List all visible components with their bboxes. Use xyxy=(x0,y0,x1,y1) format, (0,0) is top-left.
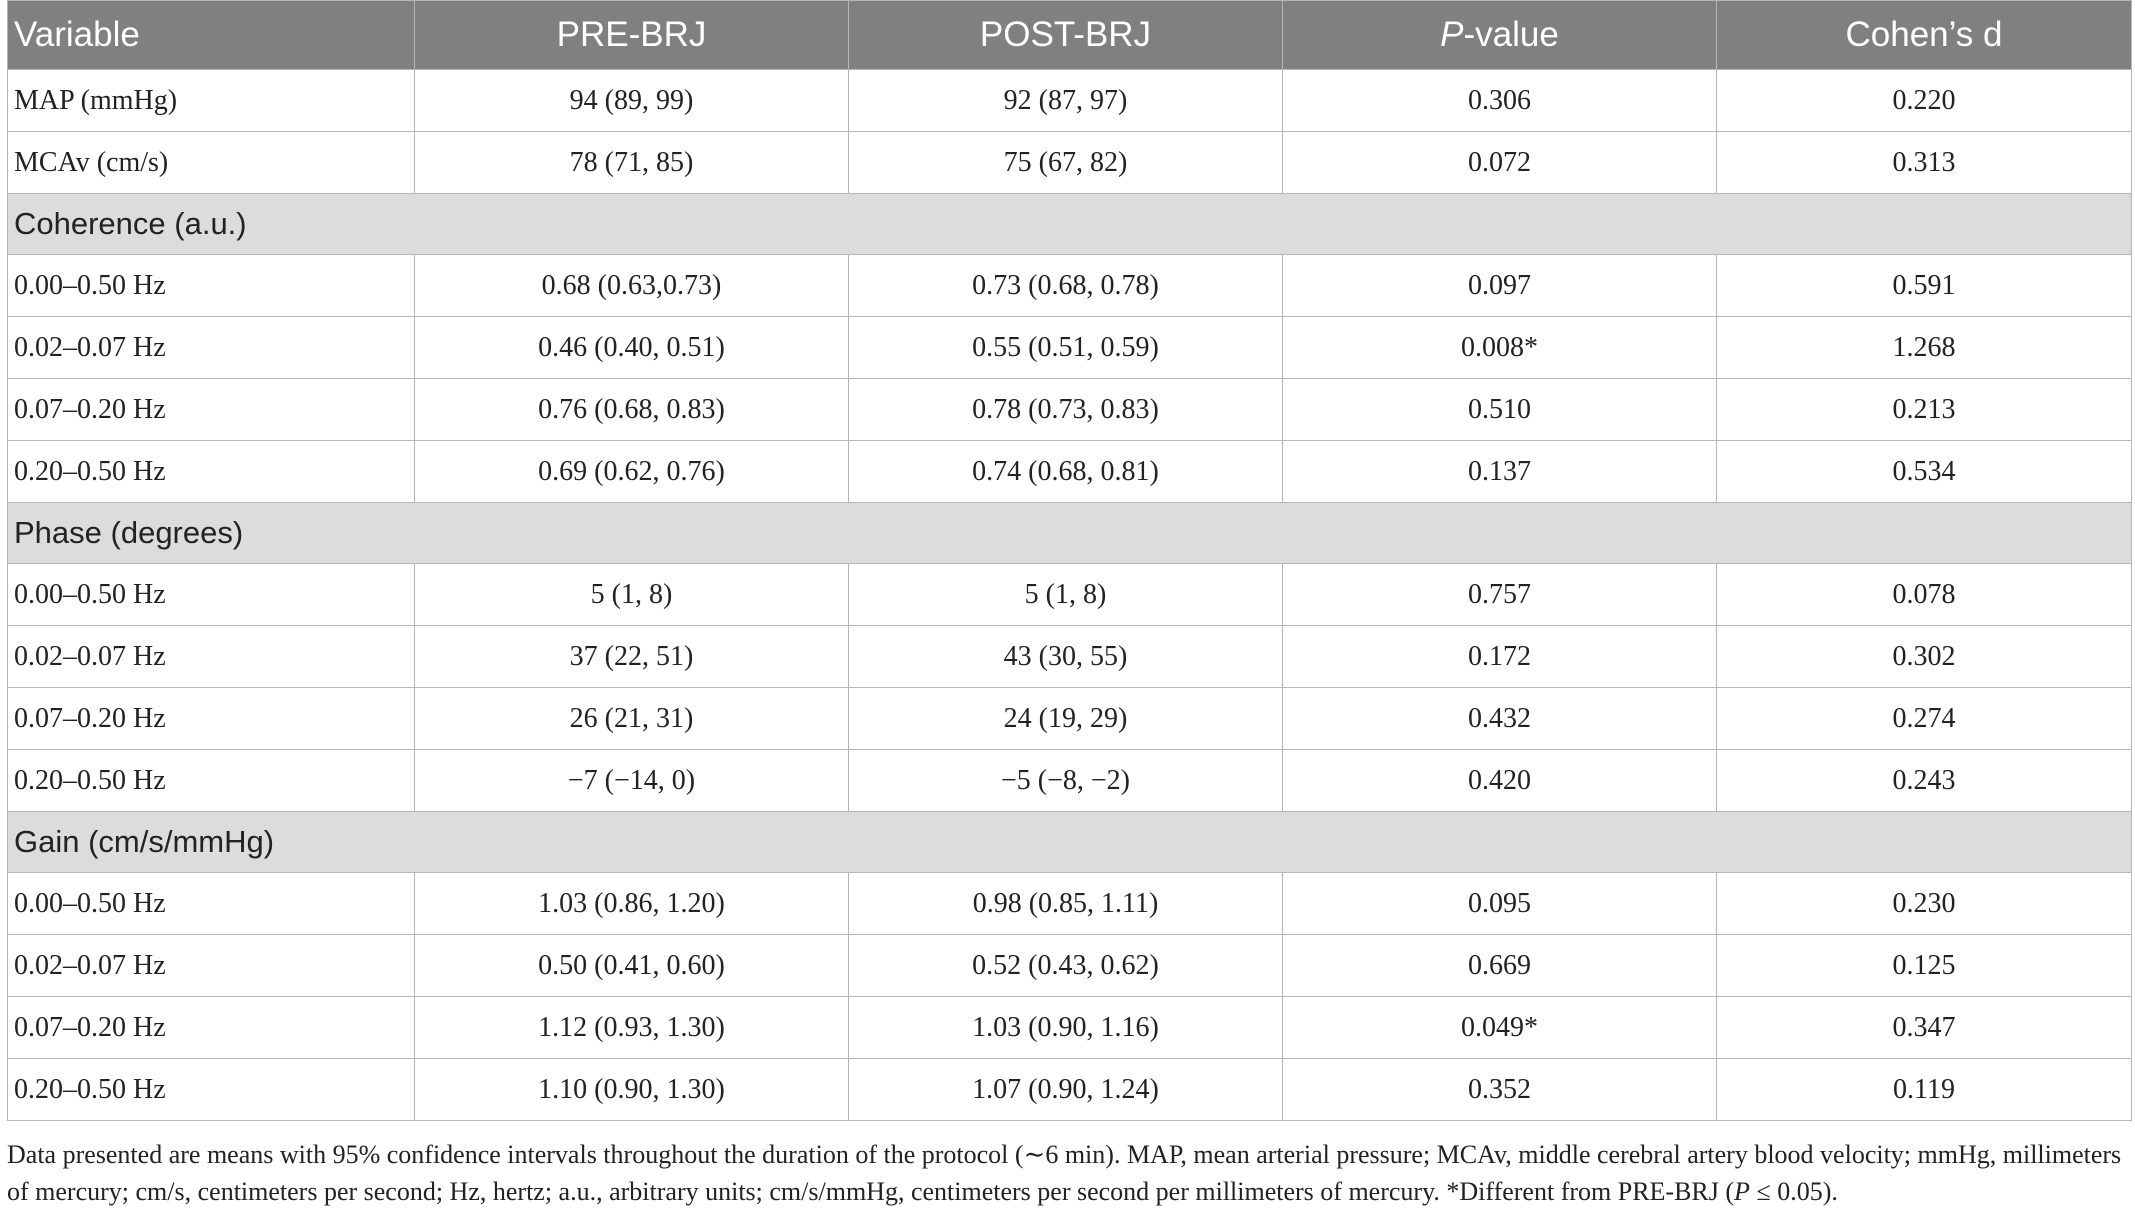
row-label: 0.02–0.07 Hz xyxy=(8,935,415,997)
p-value: 0.420 xyxy=(1283,750,1717,812)
pre-value: −7 (−14, 0) xyxy=(415,750,849,812)
cohens-d-value: 0.125 xyxy=(1717,935,2132,997)
table-row xyxy=(8,626,2132,688)
table-row xyxy=(8,997,2132,1059)
table-row xyxy=(8,873,2132,935)
header-p-rest: -value xyxy=(1463,15,1559,54)
row-label: 0.02–0.07 Hz xyxy=(8,626,415,688)
results-table-container xyxy=(7,0,2131,1121)
p-value: 0.095 xyxy=(1283,873,1717,935)
p-value: 0.757 xyxy=(1283,564,1717,626)
table-row xyxy=(8,750,2132,812)
post-value: 0.98 (0.85, 1.11) xyxy=(849,873,1283,935)
cohens-d-value: 0.230 xyxy=(1717,873,2132,935)
section-title: Phase (degrees) xyxy=(8,503,2132,564)
post-value: 1.07 (0.90, 1.24) xyxy=(849,1059,1283,1121)
cohens-d-value: 0.302 xyxy=(1717,626,2132,688)
row-label: 0.00–0.50 Hz xyxy=(8,564,415,626)
cohens-d-value: 0.274 xyxy=(1717,688,2132,750)
cohens-d-value: 0.078 xyxy=(1717,564,2132,626)
table-row xyxy=(8,1059,2132,1121)
post-value: 43 (30, 55) xyxy=(849,626,1283,688)
cohens-d-value: 0.213 xyxy=(1717,379,2132,441)
pre-value: 0.69 (0.62, 0.76) xyxy=(415,441,849,503)
cohens-d-value: 1.268 xyxy=(1717,317,2132,379)
pre-value: 37 (22, 51) xyxy=(415,626,849,688)
table-row xyxy=(8,255,2132,317)
table-row xyxy=(8,935,2132,997)
row-label: 0.20–0.50 Hz xyxy=(8,1059,415,1121)
header-pre-brj: PRE-BRJ xyxy=(415,1,849,70)
p-value: 0.352 xyxy=(1283,1059,1717,1121)
p-value: 0.510 xyxy=(1283,379,1717,441)
table-body xyxy=(8,70,2132,1121)
p-value: 0.137 xyxy=(1283,441,1717,503)
pre-value: 0.76 (0.68, 0.83) xyxy=(415,379,849,441)
footnote-end: ≤ 0.05). xyxy=(1749,1177,1838,1206)
p-value: 0.432 xyxy=(1283,688,1717,750)
p-value: 0.097 xyxy=(1283,255,1717,317)
pre-value: 1.10 (0.90, 1.30) xyxy=(415,1059,849,1121)
cohens-d-value: 0.347 xyxy=(1717,997,2132,1059)
post-value: 75 (67, 82) xyxy=(849,132,1283,194)
cohens-d-value: 0.534 xyxy=(1717,441,2132,503)
results-table xyxy=(7,0,2132,1121)
row-label: 0.00–0.50 Hz xyxy=(8,873,415,935)
header-p-value xyxy=(1283,1,1717,70)
table-footnote xyxy=(7,1136,2131,1210)
table-row xyxy=(8,564,2132,626)
p-value: 0.172 xyxy=(1283,626,1717,688)
pre-value: 78 (71, 85) xyxy=(415,132,849,194)
table-row xyxy=(8,317,2132,379)
table-row xyxy=(8,132,2132,194)
row-label: 0.07–0.20 Hz xyxy=(8,997,415,1059)
p-value: 0.049* xyxy=(1283,997,1717,1059)
post-value: 0.74 (0.68, 0.81) xyxy=(849,441,1283,503)
post-value: 5 (1, 8) xyxy=(849,564,1283,626)
post-value: 0.52 (0.43, 0.62) xyxy=(849,935,1283,997)
post-value: 92 (87, 97) xyxy=(849,70,1283,132)
table-row xyxy=(8,688,2132,750)
cohens-d-value: 0.243 xyxy=(1717,750,2132,812)
header-p-letter: P xyxy=(1440,15,1464,54)
table-row xyxy=(8,379,2132,441)
pre-value: 5 (1, 8) xyxy=(415,564,849,626)
post-value: 0.78 (0.73, 0.83) xyxy=(849,379,1283,441)
cohens-d-value: 0.313 xyxy=(1717,132,2132,194)
p-value: 0.669 xyxy=(1283,935,1717,997)
post-value: 0.73 (0.68, 0.78) xyxy=(849,255,1283,317)
pre-value: 1.03 (0.86, 1.20) xyxy=(415,873,849,935)
section-header-phase xyxy=(8,503,2132,564)
section-title: Coherence (a.u.) xyxy=(8,194,2132,255)
footnote-p-letter: P xyxy=(1734,1177,1750,1206)
post-value: −5 (−8, −2) xyxy=(849,750,1283,812)
section-title: Gain (cm/s/mmHg) xyxy=(8,812,2132,873)
p-value: 0.306 xyxy=(1283,70,1717,132)
cohens-d-value: 0.119 xyxy=(1717,1059,2132,1121)
section-header-gain xyxy=(8,812,2132,873)
table-header xyxy=(8,1,2132,70)
header-cohens-d: Cohen’s d xyxy=(1717,1,2132,70)
footnote-main: Data presented are means with 95% confidence intervals throughout the duration of the protocol (∼6 min). MAP, mean arterial pressure; MCAv, middle cerebral artery blood velocity; mmHg, millimeters of mercury; cm/s, centimeters per second; Hz, hertz; a.u., arbitrary units; cm/s/mmHg, centimeters per second per millimeters of mercury. *Different from PRE-BRJ ( xyxy=(7,1140,2122,1206)
pre-value: 1.12 (0.93, 1.30) xyxy=(415,997,849,1059)
pre-value: 0.68 (0.63,0.73) xyxy=(415,255,849,317)
table-row xyxy=(8,441,2132,503)
row-label: 0.20–0.50 Hz xyxy=(8,750,415,812)
pre-value: 26 (21, 31) xyxy=(415,688,849,750)
post-value: 1.03 (0.90, 1.16) xyxy=(849,997,1283,1059)
cohens-d-value: 0.220 xyxy=(1717,70,2132,132)
row-label: 0.02–0.07 Hz xyxy=(8,317,415,379)
row-label: 0.07–0.20 Hz xyxy=(8,379,415,441)
p-value: 0.072 xyxy=(1283,132,1717,194)
pre-value: 0.46 (0.40, 0.51) xyxy=(415,317,849,379)
row-label: 0.07–0.20 Hz xyxy=(8,688,415,750)
header-variable: Variable xyxy=(8,1,415,70)
row-label: MCAv (cm/s) xyxy=(8,132,415,194)
post-value: 24 (19, 29) xyxy=(849,688,1283,750)
row-label: MAP (mmHg) xyxy=(8,70,415,132)
row-label: 0.00–0.50 Hz xyxy=(8,255,415,317)
post-value: 0.55 (0.51, 0.59) xyxy=(849,317,1283,379)
pre-value: 94 (89, 99) xyxy=(415,70,849,132)
table-row xyxy=(8,70,2132,132)
pre-value: 0.50 (0.41, 0.60) xyxy=(415,935,849,997)
p-value: 0.008* xyxy=(1283,317,1717,379)
row-label: 0.20–0.50 Hz xyxy=(8,441,415,503)
cohens-d-value: 0.591 xyxy=(1717,255,2132,317)
header-row xyxy=(8,1,2132,70)
header-post-brj: POST-BRJ xyxy=(849,1,1283,70)
section-header-coherence xyxy=(8,194,2132,255)
